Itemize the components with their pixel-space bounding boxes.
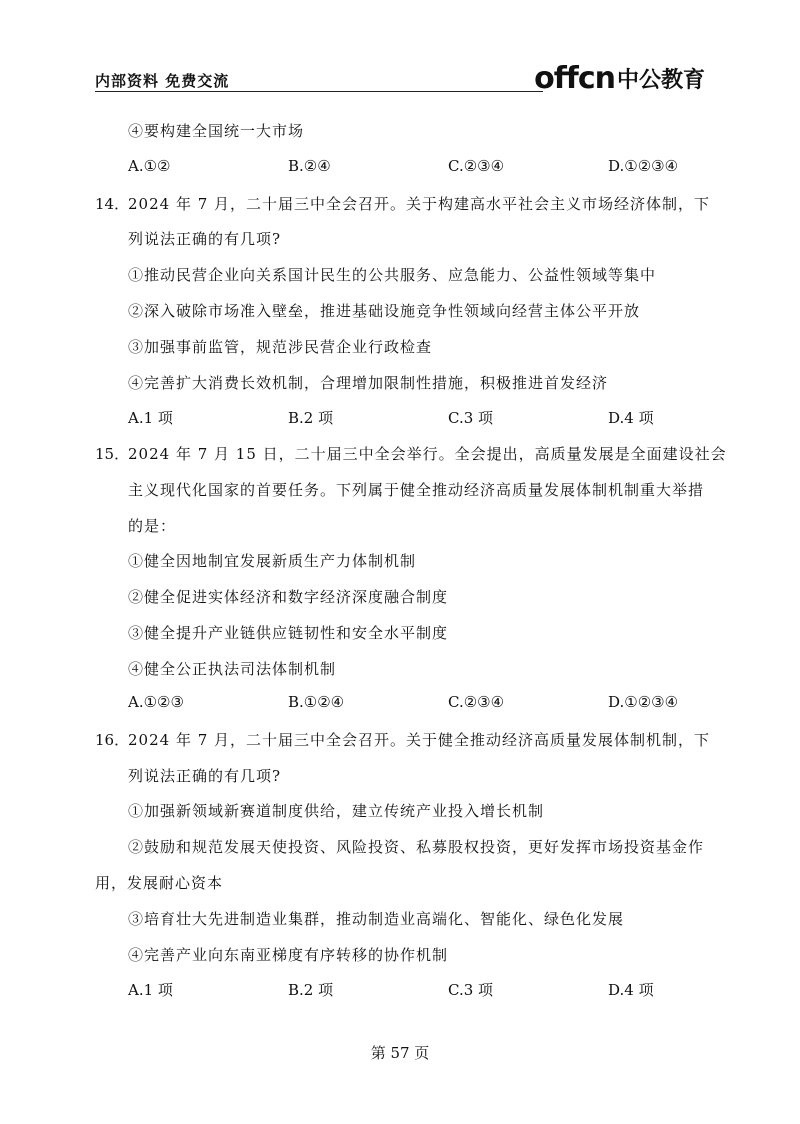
q14-option-c: C.3 项 bbox=[448, 409, 494, 427]
q16-stem-line-2: 列说法正确的有几项? bbox=[128, 767, 282, 785]
q14-item-2: ②深入破除市场准入壁垒，推进基础设施竞争性领域向经营主体公平开放 bbox=[128, 302, 641, 320]
q14-option-b: B.2 项 bbox=[288, 409, 334, 427]
q16-option-a: A.1 项 bbox=[128, 981, 173, 999]
q15-option-b: B.①②④ bbox=[288, 693, 345, 711]
q15-item-1: ①健全因地制宜发展新质生产力体制机制 bbox=[128, 552, 417, 570]
q14-item-4: ④完善扩大消费长效机制，合理增加限制性措施，积极推进首发经济 bbox=[128, 374, 609, 392]
q15-stem-line-3: 的是： bbox=[128, 517, 177, 535]
q13-item-4: ④要构建全国统一大市场 bbox=[128, 122, 305, 140]
q15-stem-line-1: 2024 年 7 月 15 日，二十届三中全会举行。全会提出，高质量发展是全面建设社会 bbox=[128, 445, 727, 463]
q14-stem-line-1: 2024 年 7 月，二十届三中全会召开。关于构建高水平社会主义市场经济体制，下 bbox=[128, 195, 711, 213]
q16-item-2-line-1: ②鼓励和规范发展天使投资、风险投资、私募股权投资，更好发挥市场投资基金作 bbox=[128, 838, 705, 856]
q15-option-a: A.①②③ bbox=[128, 693, 184, 711]
q14-item-3: ③加强事前监管，规范涉民营企业行政检查 bbox=[128, 338, 433, 356]
q15-item-4: ④健全公正执法司法体制机制 bbox=[128, 660, 337, 678]
q15-item-3: ③健全提升产业链供应链韧性和安全水平制度 bbox=[128, 624, 449, 642]
q13-option-c: C.②③④ bbox=[448, 157, 505, 175]
q15-item-2: ②健全促进实体经济和数字经济深度融合制度 bbox=[128, 588, 449, 606]
q16-stem-line-1: 2024 年 7 月，二十届三中全会召开。关于健全推动经济高质量发展体制机制，下 bbox=[128, 731, 711, 749]
logo-chinese: 中公教育 bbox=[616, 67, 705, 93]
q16-option-c: C.3 项 bbox=[448, 981, 494, 999]
q14-option-d: D.4 项 bbox=[608, 409, 654, 427]
q14-number: 14． bbox=[95, 195, 130, 213]
header-rule bbox=[95, 91, 543, 92]
q16-item-2-line-2: 用，发展耐心资本 bbox=[95, 874, 224, 892]
q14-item-1: ①推动民营企业向关系国计民生的公共服务、应急能力、公益性领域等集中 bbox=[128, 266, 657, 284]
q16-item-4: ④完善产业向东南亚梯度有序转移的协作机制 bbox=[128, 946, 449, 964]
q16-option-b: B.2 项 bbox=[288, 981, 334, 999]
offcn-logo bbox=[534, 62, 705, 94]
q15-number: 15． bbox=[95, 445, 130, 463]
page-header bbox=[95, 60, 705, 96]
header-label: 内部资料 免费交流 bbox=[95, 72, 230, 90]
q14-option-a: A.1 项 bbox=[128, 409, 173, 427]
q16-option-d: D.4 项 bbox=[608, 981, 654, 999]
q15-stem-line-2: 主义现代化国家的首要任务。下列属于健全推动经济高质量发展体制机制重大举措 bbox=[128, 481, 705, 499]
q13-option-a: A.①② bbox=[128, 157, 171, 175]
q13-option-b: B.②④ bbox=[288, 157, 331, 175]
q16-item-1: ①加强新领域新赛道制度供给，建立传统产业投入增长机制 bbox=[128, 802, 545, 820]
page-number: 第 57 页 bbox=[370, 1044, 430, 1062]
q13-option-d: D.①②③④ bbox=[608, 157, 679, 175]
q16-item-3: ③培育壮大先进制造业集群，推动制造业高端化、智能化、绿色化发展 bbox=[128, 910, 625, 928]
q14-stem-line-2: 列说法正确的有几项? bbox=[128, 230, 282, 248]
q16-number: 16． bbox=[95, 731, 130, 749]
q15-option-d: D.①②③④ bbox=[608, 693, 679, 711]
q15-option-c: C.②③④ bbox=[448, 693, 505, 711]
logo-english: offcn bbox=[534, 60, 615, 96]
